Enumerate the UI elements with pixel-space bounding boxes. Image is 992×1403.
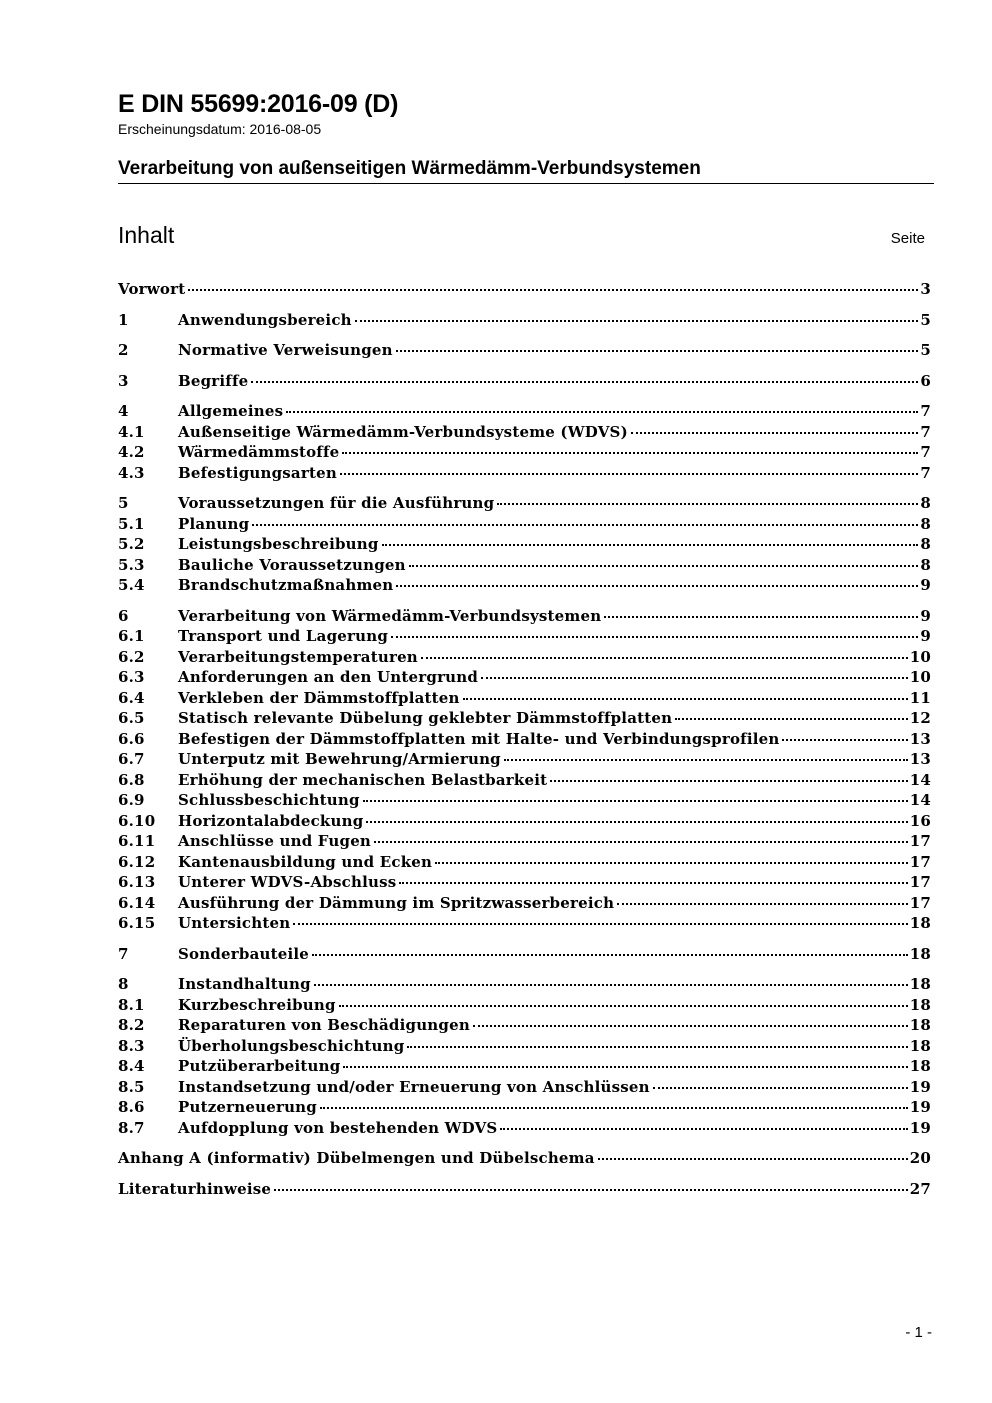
toc-entry[interactable]	[118, 423, 931, 444]
toc-dot-leader	[251, 371, 918, 383]
toc-dot-leader	[631, 422, 918, 434]
toc-entry-page: 10	[909, 668, 931, 686]
toc-entry[interactable]	[118, 873, 931, 894]
toc-entry[interactable]	[118, 812, 931, 833]
toc-entry[interactable]	[118, 1037, 931, 1058]
toc-entry-label: Allgemeines	[178, 402, 284, 420]
toc-entry[interactable]	[118, 372, 931, 393]
toc-entry[interactable]	[118, 1057, 931, 1078]
toc-entry[interactable]	[118, 771, 931, 792]
toc-dot-leader	[252, 514, 918, 526]
toc-entry-label: Erhöhung der mechanischen Belastbarkeit	[178, 770, 548, 789]
toc-entry-number: 5.3	[118, 555, 145, 574]
toc-entry-page: 9	[920, 576, 931, 594]
toc-entry-number: 6.4	[118, 688, 145, 707]
toc-heading: Inhalt	[118, 222, 175, 248]
toc-dot-leader	[604, 606, 918, 618]
toc-entry-page: 3	[920, 280, 931, 298]
toc-entry-number: 6.8	[118, 770, 145, 789]
toc-dot-leader	[435, 852, 908, 864]
toc-entry-label: Begriffe	[178, 371, 249, 390]
toc-entry[interactable]	[118, 996, 931, 1017]
toc-dot-leader	[286, 401, 918, 413]
toc-entry-number: 8.6	[118, 1098, 145, 1116]
toc-entry-page: 17	[909, 852, 931, 871]
toc-entry-label: Anhang A (informativ) Dübelmengen und Dübelschema	[118, 1149, 595, 1167]
toc-dot-leader	[340, 463, 918, 475]
toc-entry-page: 18	[909, 1016, 931, 1034]
toc-entry-label: Kantenausbildung und Ecken	[178, 852, 433, 871]
toc-entry[interactable]	[118, 1180, 931, 1201]
toc-entry-label: Anforderungen an den Untergrund	[178, 668, 479, 686]
toc-entry-number: 5	[118, 494, 129, 512]
toc-entry-page: 8	[920, 494, 931, 512]
toc-entry-number: 6	[118, 606, 129, 625]
toc-entry-label: Verarbeitung von Wärmedämm-Verbundsystemen	[178, 606, 602, 625]
toc-dot-leader	[653, 1077, 908, 1089]
toc-entry-number: 5.1	[118, 514, 145, 533]
toc-entry-page: 11	[909, 688, 931, 707]
toc-entry-number: 5.2	[118, 535, 145, 553]
toc-entry[interactable]	[118, 975, 931, 996]
toc-entry-label: Befestigungsarten	[178, 463, 337, 482]
toc-entry-page: 14	[909, 791, 931, 809]
toc-entry-page: 19	[909, 1098, 931, 1116]
toc-entry-label: Reparaturen von Beschädigungen	[178, 1016, 470, 1034]
toc-entry-label: Planung	[178, 514, 250, 533]
toc-entry-label: Überholungsbeschichtung	[178, 1036, 405, 1055]
toc-entry-page: 6	[920, 371, 931, 390]
toc-dot-leader	[293, 913, 907, 925]
toc-entry[interactable]	[118, 791, 931, 812]
toc-entry-label: Vorwort	[118, 280, 186, 298]
toc-entry[interactable]	[118, 311, 931, 332]
toc-entry[interactable]	[118, 1119, 931, 1140]
toc-entry-label: Unterer WDVS-Abschluss	[178, 873, 397, 891]
toc-entry-label: Anschlüsse und Fugen	[178, 832, 372, 850]
toc-entry-page: 18	[909, 995, 931, 1014]
toc-entry-label: Wärmedämmstoffe	[178, 443, 340, 461]
toc-entry[interactable]	[118, 1078, 931, 1099]
toc-entry[interactable]	[118, 1149, 931, 1170]
document-title: E DIN 55699:2016-09 (D)	[118, 90, 399, 118]
toc-dot-leader	[274, 1179, 908, 1191]
toc-dot-leader	[497, 493, 918, 505]
toc-entry[interactable]	[118, 689, 931, 710]
toc-entry-page: 16	[909, 811, 931, 830]
toc-dot-leader	[355, 310, 919, 322]
toc-entry-page: 9	[920, 627, 931, 645]
toc-entry[interactable]	[118, 607, 931, 628]
toc-entry[interactable]	[118, 280, 931, 301]
toc-entry-label: Instandsetzung und/oder Erneuerung von Anschlüssen	[178, 1077, 650, 1096]
toc-entry[interactable]	[118, 945, 931, 966]
toc-dot-leader	[782, 729, 907, 741]
toc-dot-leader	[481, 667, 908, 679]
toc-entry[interactable]	[118, 464, 931, 485]
toc-entry-number: 6.5	[118, 709, 145, 727]
toc-entry-page: 7	[920, 463, 931, 482]
toc-entry-page: 17	[909, 832, 931, 850]
toc-dot-leader	[598, 1148, 908, 1160]
toc-entry-number: 6.10	[118, 811, 156, 830]
toc-dot-leader	[188, 279, 918, 291]
toc-entry-label: Brandschutzmaßnahmen	[178, 576, 394, 594]
toc-entry-page: 7	[920, 443, 931, 461]
toc-entry-label: Aufdopplung von bestehenden WDVS	[178, 1118, 498, 1137]
toc-entry-number: 8.7	[118, 1118, 145, 1137]
toc-entry-label: Ausführung der Dämmung im Spritzwasserbereich	[178, 893, 615, 912]
toc-entry-number: 8.5	[118, 1077, 145, 1096]
toc-entry-label: Unterputz mit Bewehrung/Armierung	[178, 750, 501, 768]
toc-entry-label: Instandhaltung	[178, 975, 311, 993]
toc-entry[interactable]	[118, 750, 931, 771]
toc-dot-leader	[382, 534, 919, 546]
toc-dot-leader	[339, 995, 908, 1007]
toc-entry-label: Bauliche Voraussetzungen	[178, 555, 406, 574]
toc-dot-leader	[675, 708, 907, 720]
toc-entry[interactable]	[118, 832, 931, 853]
toc-dot-leader	[374, 831, 908, 843]
toc-entry-page: 27	[909, 1179, 931, 1198]
toc-entry-page: 20	[909, 1149, 931, 1167]
toc-entry[interactable]	[118, 914, 931, 935]
toc-dot-leader	[399, 872, 907, 884]
toc-dot-leader	[421, 647, 908, 659]
toc-entry-page: 13	[909, 750, 931, 768]
toc-entry[interactable]	[118, 627, 931, 648]
toc-entry[interactable]	[118, 1098, 931, 1119]
toc-entry-label: Horizontalabdeckung	[178, 811, 364, 830]
toc-entry[interactable]	[118, 1016, 931, 1037]
toc-entry-label: Sonderbauteile	[178, 944, 310, 963]
toc-dot-leader	[473, 1015, 908, 1027]
toc-entry-number: 4.3	[118, 463, 145, 482]
toc-entry-page: 12	[909, 709, 931, 727]
toc-entry[interactable]	[118, 668, 931, 689]
toc-entry-label: Putzerneuerung	[178, 1098, 317, 1116]
toc-dot-leader	[314, 974, 908, 986]
toc-entry-number: 6.15	[118, 914, 156, 932]
toc-entry-page: 8	[920, 555, 931, 574]
toc-entry-label: Normative Verweisungen	[178, 341, 393, 359]
toc-entry-page: 14	[909, 770, 931, 789]
toc-page-column-label: Seite	[890, 230, 925, 247]
toc-entry-number: 6.2	[118, 647, 145, 666]
toc-entry-number: 6.1	[118, 627, 145, 645]
toc-entry[interactable]	[118, 894, 931, 915]
toc-entry-label: Literaturhinweise	[118, 1179, 272, 1198]
toc-entry[interactable]	[118, 709, 931, 730]
toc-entry-label: Untersichten	[178, 914, 291, 932]
toc-entry-number: 6.11	[118, 832, 156, 850]
toc-entry-number: 6.3	[118, 668, 145, 686]
toc-entry-page: 5	[920, 341, 931, 359]
toc-entry-page: 18	[909, 1036, 931, 1055]
toc-entry-page: 10	[909, 647, 931, 666]
toc-entry[interactable]	[118, 341, 931, 362]
toc-dot-leader	[320, 1097, 908, 1109]
toc-entry-label: Leistungsbeschreibung	[178, 535, 379, 553]
toc-entry[interactable]	[118, 515, 931, 536]
toc-entry[interactable]	[118, 402, 931, 423]
toc-entry-label: Anwendungsbereich	[178, 310, 352, 329]
document-subject: Verarbeitung von außenseitigen Wärmedämm-Verbundsystemen	[118, 158, 701, 179]
toc-entry-number: 8.3	[118, 1036, 145, 1055]
toc-dot-leader	[463, 688, 908, 700]
toc-entry-label: Verkleben der Dämmstoffplatten	[178, 688, 460, 707]
toc-entry-page: 18	[909, 944, 931, 963]
toc-dot-leader	[617, 893, 908, 905]
toc-dot-leader	[312, 944, 908, 956]
toc-entry-number: 6.7	[118, 750, 145, 768]
toc-entry-page: 5	[920, 310, 931, 329]
toc-entry-page: 7	[920, 422, 931, 441]
toc-entry[interactable]	[118, 853, 931, 874]
table-of-contents	[118, 280, 931, 1200]
toc-entry-page: 8	[920, 514, 931, 533]
toc-entry-number: 6.12	[118, 852, 156, 871]
toc-entry-page: 18	[909, 1057, 931, 1075]
toc-entry-label: Voraussetzungen für die Ausführung	[178, 494, 495, 512]
toc-entry-number: 6.6	[118, 729, 145, 748]
toc-entry-number: 8.4	[118, 1057, 145, 1075]
toc-entry-page: 8	[920, 535, 931, 553]
toc-entry-number: 6.14	[118, 893, 156, 912]
toc-entry-number: 7	[118, 944, 129, 963]
toc-entry-label: Putzüberarbeitung	[178, 1057, 341, 1075]
toc-entry-number: 1	[118, 310, 129, 329]
toc-dot-leader	[343, 1056, 907, 1068]
toc-entry-number: 3	[118, 371, 129, 390]
toc-entry-number: 5.4	[118, 576, 145, 594]
toc-dot-leader	[363, 790, 908, 802]
toc-entry-page: 18	[909, 914, 931, 932]
toc-entry[interactable]	[118, 576, 931, 597]
toc-dot-leader	[500, 1118, 907, 1130]
header-divider	[118, 183, 934, 184]
toc-entry-number: 8.2	[118, 1016, 145, 1034]
toc-dot-leader	[407, 1036, 907, 1048]
toc-entry-number: 8	[118, 975, 129, 993]
toc-entry-number: 6.9	[118, 791, 145, 809]
toc-entry-number: 2	[118, 341, 129, 359]
toc-dot-leader	[504, 749, 908, 761]
toc-entry[interactable]	[118, 730, 931, 751]
toc-entry-label: Verarbeitungstemperaturen	[178, 647, 418, 666]
toc-entry-number: 4.1	[118, 422, 145, 441]
toc-entry-label: Transport und Lagerung	[178, 627, 389, 645]
toc-entry[interactable]	[118, 556, 931, 577]
toc-entry-page: 17	[909, 893, 931, 912]
toc-entry-label: Schlussbeschichtung	[178, 791, 360, 809]
toc-dot-leader	[342, 442, 918, 454]
toc-dot-leader	[391, 626, 918, 638]
toc-entry-number: 8.1	[118, 995, 145, 1014]
footer-page-number: - 1 -	[905, 1324, 932, 1341]
toc-entry-page: 7	[920, 402, 931, 420]
toc-dot-leader	[550, 770, 907, 782]
toc-entry[interactable]	[118, 648, 931, 669]
toc-entry-page: 18	[909, 975, 931, 993]
toc-entry-label: Befestigen der Dämmstoffplatten mit Halte- und Verbindungsprofilen	[178, 729, 780, 748]
toc-entry-number: 6.13	[118, 873, 156, 891]
toc-entry-number: 4.2	[118, 443, 145, 461]
toc-entry-page: 17	[909, 873, 931, 891]
toc-dot-leader	[409, 555, 919, 567]
toc-dot-leader	[396, 340, 919, 352]
toc-entry[interactable]	[118, 443, 931, 464]
toc-entry-page: 19	[909, 1077, 931, 1096]
publication-date: Erscheinungsdatum: 2016-08-05	[118, 121, 322, 137]
toc-entry-label: Außenseitige Wärmedämm-Verbundsysteme (WDVS)	[178, 422, 628, 441]
toc-entry-label: Kurzbeschreibung	[178, 995, 336, 1014]
toc-entry-number: 4	[118, 402, 129, 420]
toc-dot-leader	[396, 575, 918, 587]
toc-entry-page: 13	[909, 729, 931, 748]
toc-entry[interactable]	[118, 494, 931, 515]
toc-entry[interactable]	[118, 535, 931, 556]
toc-entry-label: Statisch relevante Dübelung geklebter Dämmstoffplatten	[178, 709, 673, 727]
toc-dot-leader	[366, 811, 907, 823]
toc-entry-page: 19	[909, 1118, 931, 1137]
toc-entry-page: 9	[920, 606, 931, 625]
